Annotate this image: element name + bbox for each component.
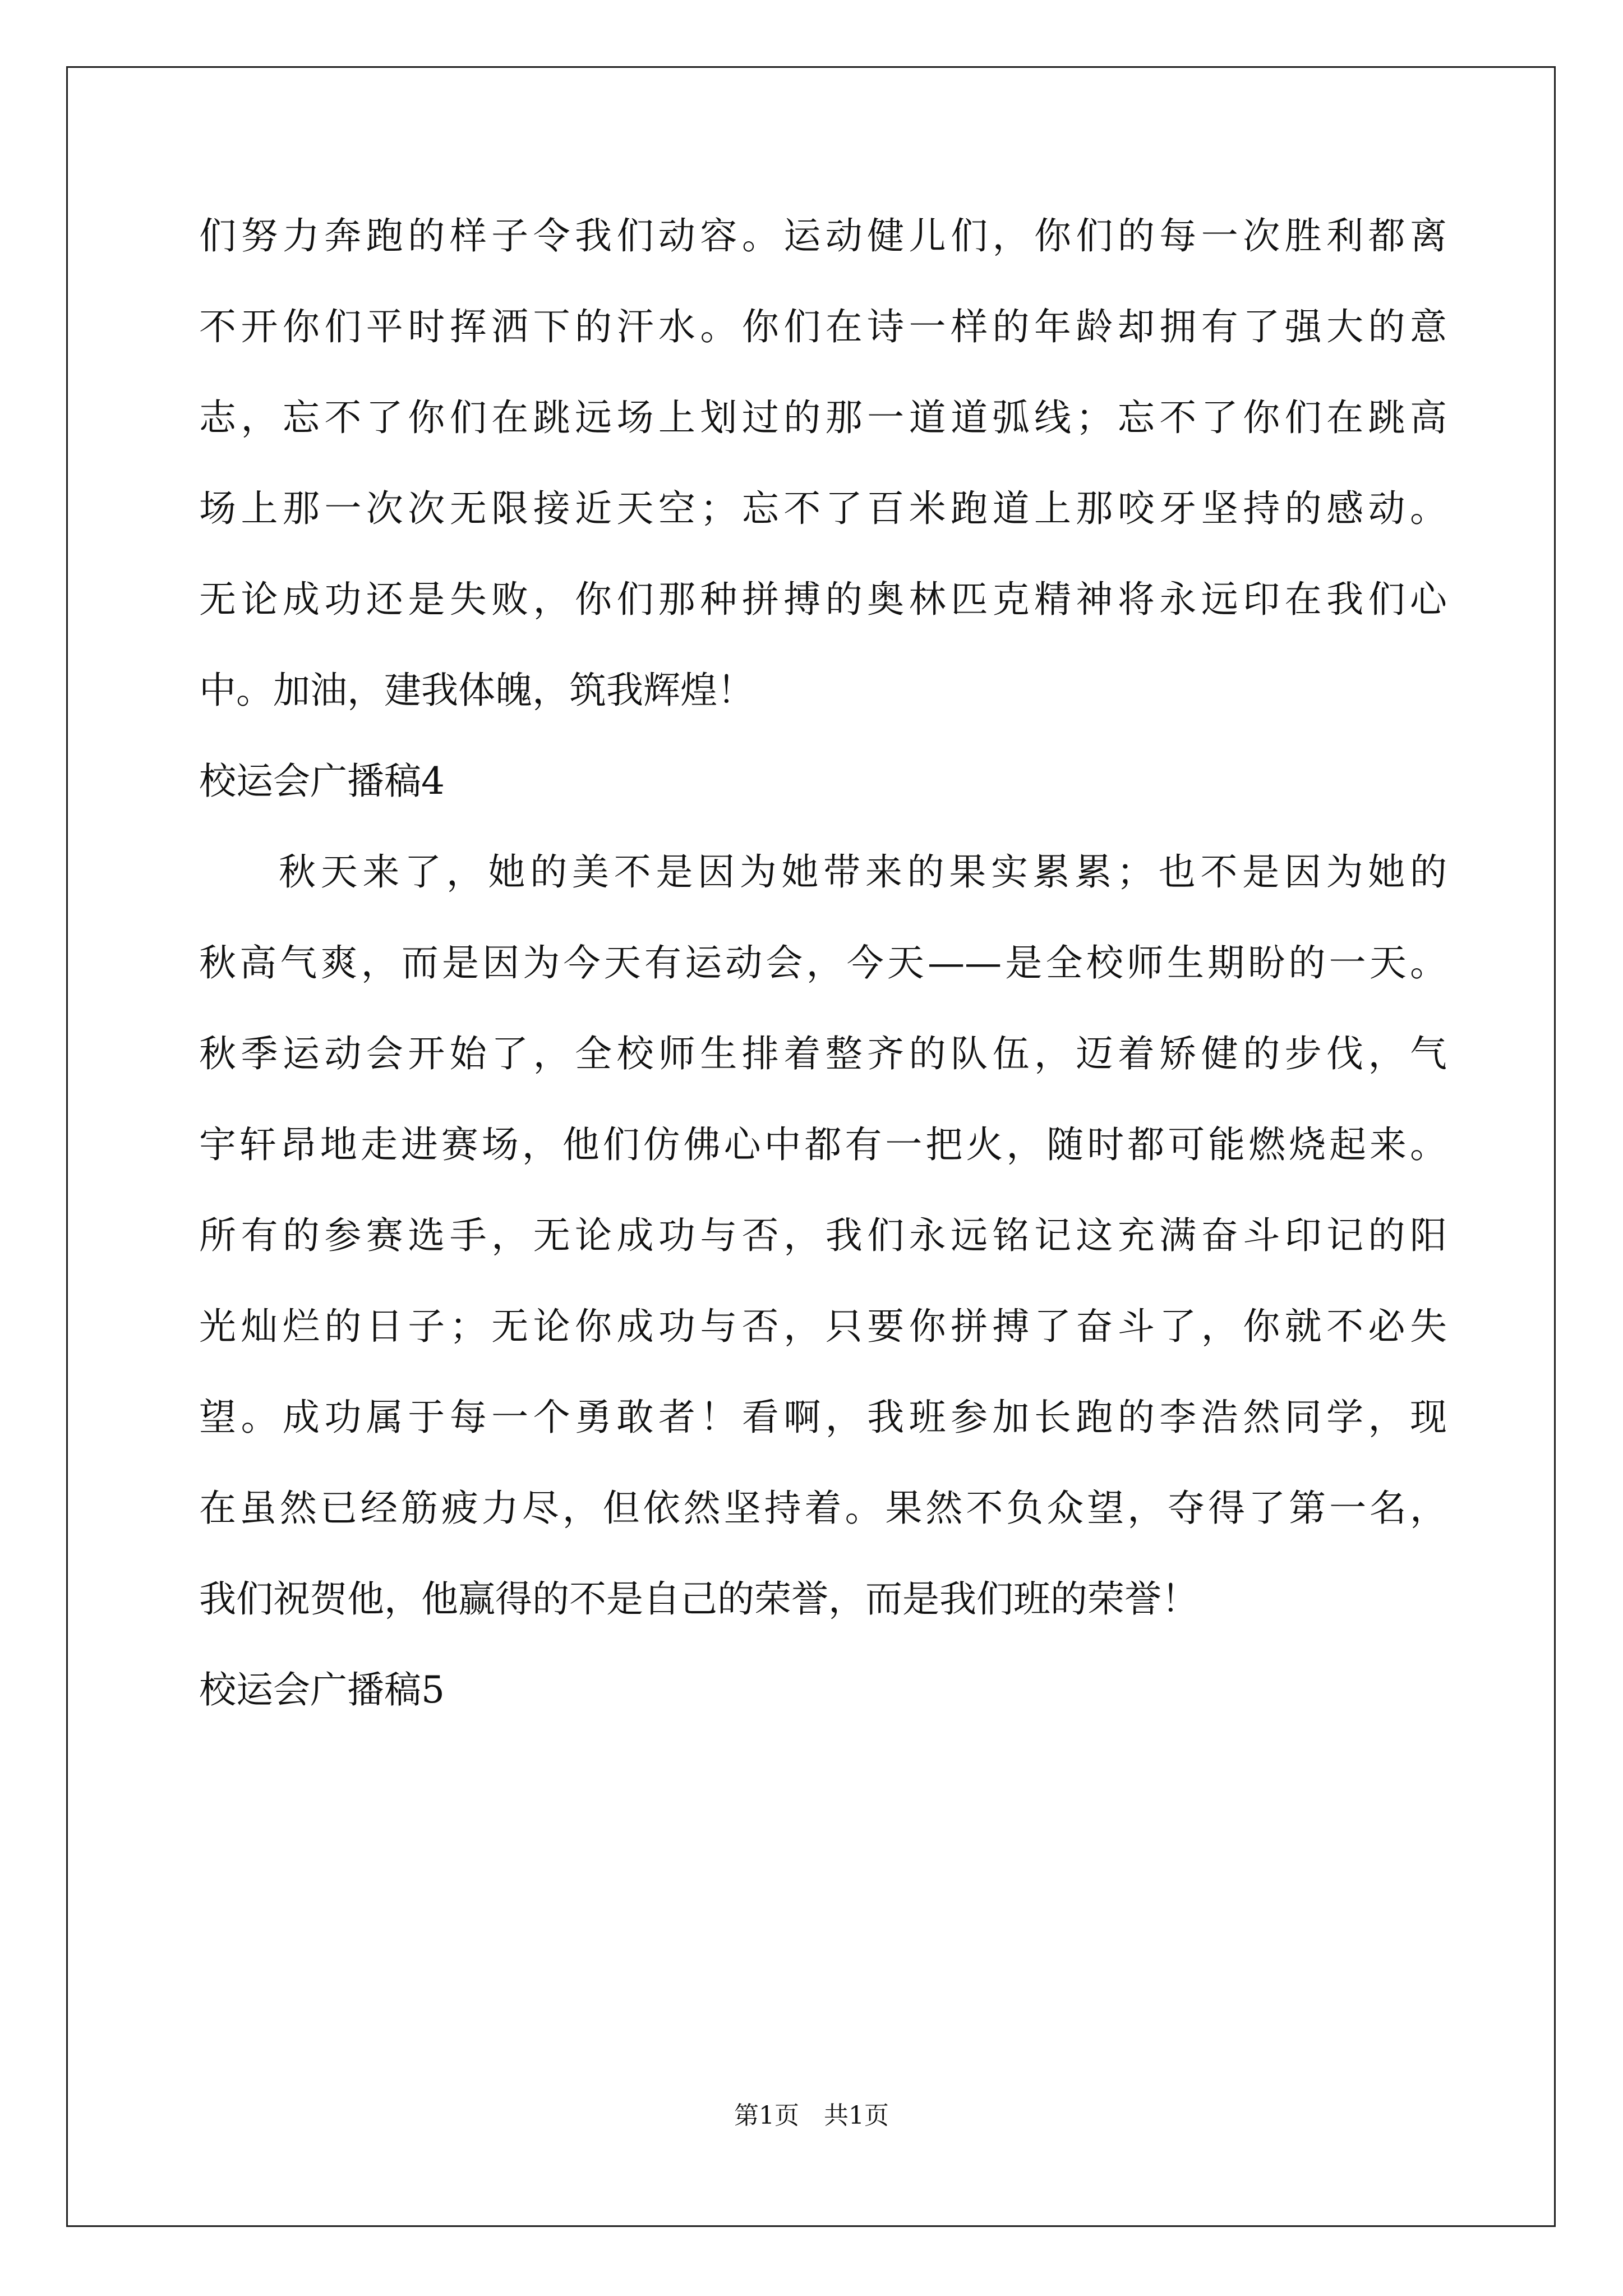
paragraph-line: 无论成功还是失败，你们那种拼搏的奥林匹克精神将永远印在我们心 (199, 578, 1447, 621)
paragraph-line: 不开你们平时挥洒下的汗水。你们在诗一样的年龄却拥有了强大的意 (199, 305, 1447, 348)
paragraph-line: 望。成功属于每一个勇敢者！看啊，我班参加长跑的李浩然同学，现 (199, 1396, 1447, 1439)
paragraph-line: 光灿烂的日子；无论你成功与否，只要你拼搏了奋斗了，你就不必失 (199, 1305, 1447, 1348)
paragraph-line: 秋高气爽，而是因为今天有运动会，今天——是全校师生期盼的一天。 (199, 941, 1447, 984)
paragraph-line: 所有的参赛选手，无论成功与否，我们永远铭记这充满奋斗印记的阳 (199, 1214, 1447, 1257)
document-body (199, 191, 1447, 1736)
section-heading-4: 校运会广播稿4 (199, 760, 445, 803)
paragraph-line: 中。加油，建我体魄，筑我辉煌！ (199, 669, 754, 712)
page-footer: 第1页 共1页 (734, 2101, 889, 2130)
paragraph-line: 我们祝贺他，他赢得的不是自己的荣誉，而是我们班的荣誉！ (199, 1577, 1198, 1621)
paragraph-line: 在虽然已经筋疲力尽，但依然坚持着。果然不负众望，夺得了第一名， (199, 1487, 1447, 1530)
paragraph-line: 们努力奔跑的样子令我们动容。运动健儿们，你们的每一次胜利都离 (199, 214, 1447, 257)
section-heading-5: 校运会广播稿5 (199, 1668, 445, 1711)
paragraph-line: 宇轩昂地走进赛场，他们仿佛心中都有一把火，随时都可能燃烧起来。 (199, 1123, 1447, 1166)
paragraph-line: 秋季运动会开始了，全校师生排着整齐的队伍，迈着矫健的步伐，气 (199, 1032, 1447, 1075)
paragraph-line: 志，忘不了你们在跳远场上划过的那一道道弧线；忘不了你们在跳高 (199, 396, 1447, 439)
paragraph-line: 秋天来了，她的美不是因为她带来的果实累累；也不是因为她的 (279, 850, 1447, 894)
paragraph-line: 场上那一次次无限接近天空；忘不了百米跑道上那咬牙坚持的感动。 (199, 487, 1447, 530)
